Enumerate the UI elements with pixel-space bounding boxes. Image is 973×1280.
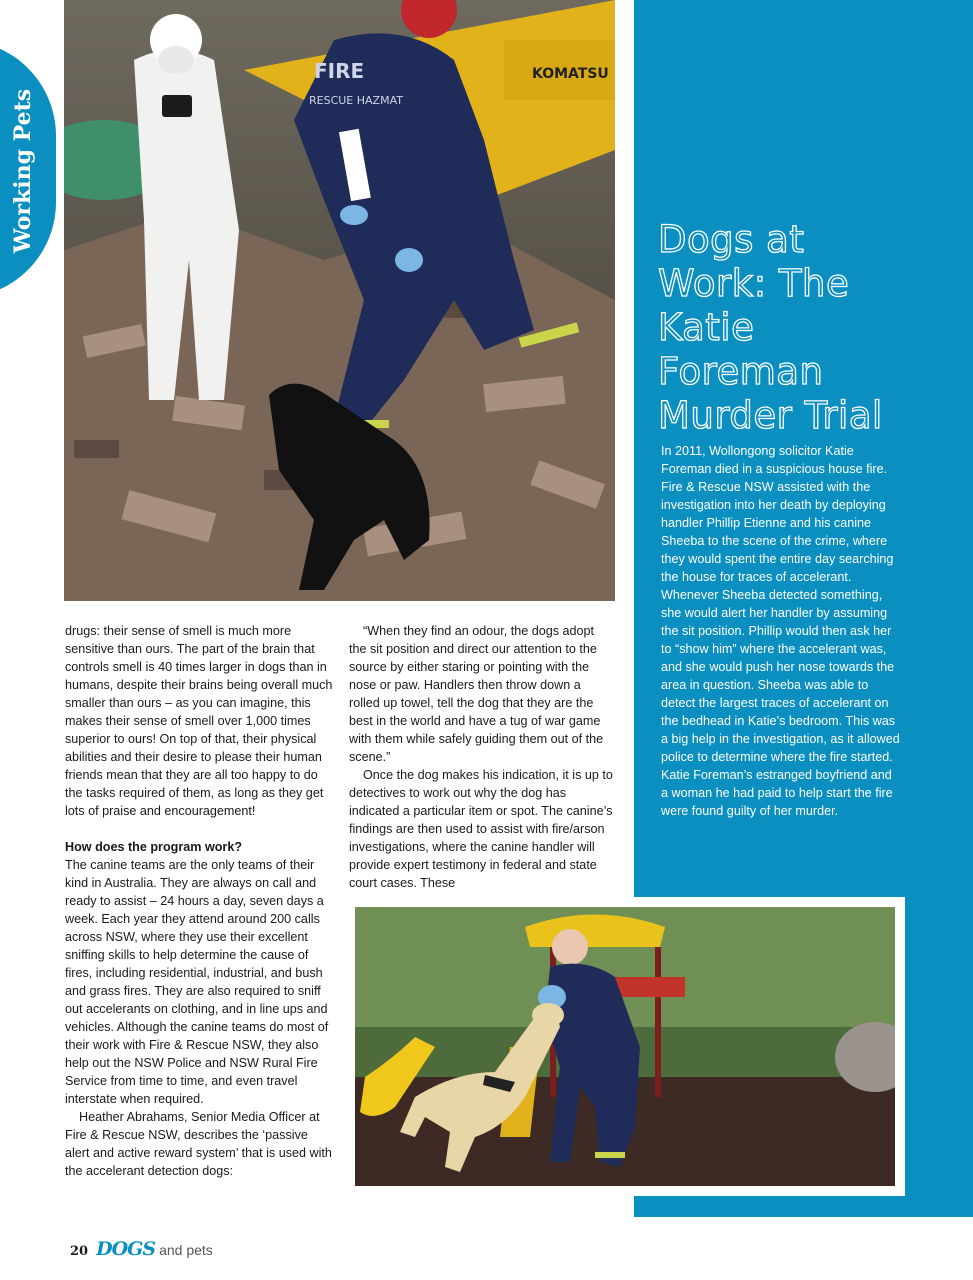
sidebar-title-line: Murder Trial	[658, 394, 883, 437]
photo-illustration	[355, 907, 895, 1186]
page-number: 20	[70, 1244, 89, 1259]
article-paragraph: The canine teams are the only teams of their kind in Australia. They are always on call and ready to assist – 24 hours a day, seven days a week. Each year they attend around 200 calls across NSW, where they use their excellent sniffing skills to help determine the cause of fires, including residential, industrial, and bush and grass fires. They are also required to sniff out accelerants on clothing, and in line ups and vehicles. Although the canine teams do most of their work with Fire & Rescue NSW, they also help out the NSW Police and NSW Rural Fire Service from time to time, and even travel interstate when required.	[65, 858, 329, 1106]
article-paragraph: Once the dog makes his indication, it is up to detectives to work out why the dog has indicated a particular item or spot. The canine’s findings are then used to assist with fire/arson investigations, where the canine handler will provide expert testimony in federal and state court cases. These	[349, 768, 613, 890]
article-paragraph: Heather Abrahams, Senior Media Officer at Fire & Rescue NSW, describes the ‘passive alert and active reward system’ that is used with the accelerant detection dogs:	[65, 1110, 332, 1178]
magazine-name: and pets	[159, 1242, 213, 1258]
article-paragraph: “When they find an odour, the dogs adopt the sit position and direct our attention to the source by either staring or pointing with the nose or paw. Handlers then throw down a rolled up towel, tell the dog that they are the best in the world and have a tug of war game with them while safely guiding them out of the scene.”	[349, 624, 604, 764]
article-paragraph: drugs: their sense of smell is much more sensitive than ours. The part of the brain that controls smell is 40 times larger in dogs than in humans, despite their brains being overall much smaller than ours – as you can imagine, this makes their sense of smell over 1,000 times superior to ours! On top of that, their physical abilities and their desire to please their human friends mean that they are all too happy to do the tasks required of them, as long as they get lots of praise and encouragement!	[65, 624, 333, 818]
article-column-1	[65, 622, 333, 1180]
sidebar-title	[658, 218, 958, 438]
photo-illustration	[64, 0, 615, 601]
magazine-logo: DOGS	[96, 1238, 156, 1260]
sidebar-title-line: Foreman	[658, 350, 824, 393]
article-column-2	[349, 622, 615, 892]
sidebar-body: In 2011, Wollongong solicitor Katie Foreman died in a suspicious house fire. Fire & Rescue NSW assisted with the investigation into her death by deploying handler Phillip Etienne and his canine Sheeba to the scene of the crime, where they would spent the entire day searching the house for traces of accelerant. Whenever Sheeba detected something, she would alert her handler by assuming the sit position. Phillip would then ask her to “show him” where the accelerant was, and she would push her nose towards the area in question. Sheeba was able to detect the largest traces of accelerant on the bedhead in Katie’s bedroom. This was a big help in the investigation, as it allowed police to determine where the fire started. Katie Foreman’s estranged boyfriend and a woman he had paid to help start the fire were found guilty of her murder.	[661, 444, 900, 818]
sidebar-title-line: Work: The	[658, 262, 850, 305]
machine-brand-text: KOMATSU	[532, 66, 609, 82]
photo-firefighter-labrador	[355, 907, 895, 1186]
page-footer	[70, 1238, 213, 1260]
uniform-text-fire: FIRE	[314, 59, 365, 83]
article-subheading: How does the program work?	[65, 840, 243, 854]
sidebar-title-line: Katie	[658, 306, 755, 349]
section-tab-label: Working Pets	[10, 88, 36, 254]
photo-firefighters-rubble	[64, 0, 615, 601]
sidebar-title-line: Dogs at	[658, 218, 805, 261]
uniform-text-hazmat: RESCUE HAZMAT	[309, 94, 403, 107]
